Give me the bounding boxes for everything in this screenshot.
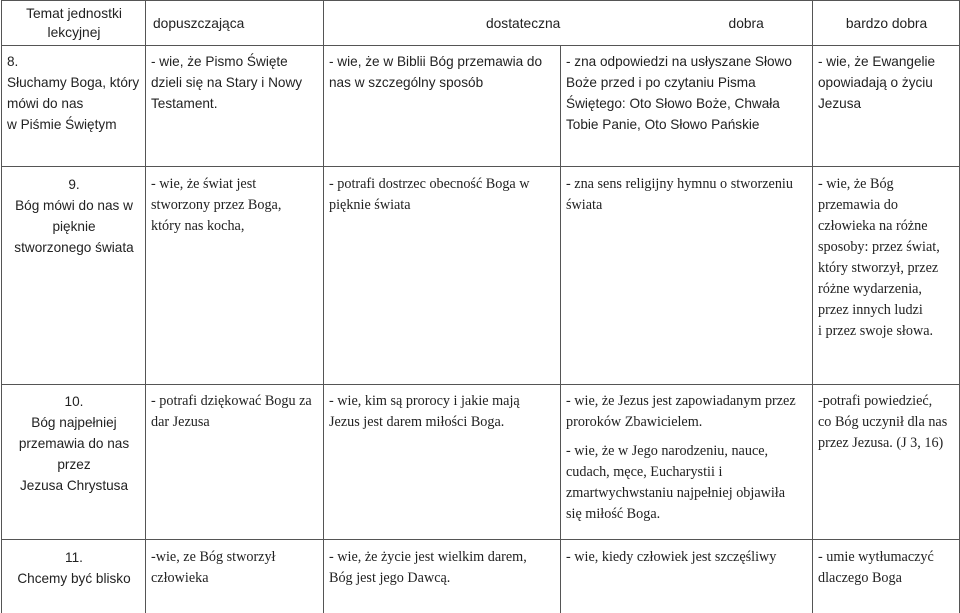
cell-dopuszczajaca bbox=[146, 540, 324, 613]
cell-line: - wie, kim są prorocy i jakie mają bbox=[329, 393, 520, 409]
topic-line: Bóg mówi do nas w bbox=[15, 198, 133, 213]
cell-line: - zna sens religijny hymnu o stworzeniu bbox=[566, 176, 793, 192]
cell-line: - wie, że życie jest wielkim darem, bbox=[329, 549, 527, 565]
cell-dobra bbox=[561, 167, 813, 385]
topic-line: 8. bbox=[7, 54, 19, 69]
cell-line: przez Jezusa. (J 3, 16) bbox=[818, 435, 944, 451]
cell-line: opowiadają o życiu bbox=[818, 75, 933, 90]
cell-line: się miłość Boga. bbox=[566, 506, 661, 522]
cell-line: przemawia do bbox=[818, 197, 898, 213]
cell-line: - wie, że Ewangelie bbox=[818, 54, 936, 69]
cell-line: - wie, że w Jego narodzeniu, nauce, bbox=[566, 443, 769, 459]
cell-line: - wie, że świat jest bbox=[151, 176, 257, 192]
header-level-dostateczna: dostateczna bbox=[485, 15, 561, 31]
cell-dostateczna bbox=[324, 540, 561, 613]
cell-line: -potrafi powiedzieć, bbox=[818, 393, 933, 409]
cell-dostateczna bbox=[324, 167, 561, 385]
header-level-dopuszczajaca: dopuszczająca bbox=[146, 1, 324, 46]
cell-line: sposoby: przez świat, bbox=[818, 239, 940, 255]
topic-line: Jezusa Chrystusa bbox=[19, 478, 129, 493]
topic-line: przez bbox=[57, 457, 91, 472]
topic-cell bbox=[2, 540, 146, 613]
topic-line: 9. bbox=[68, 177, 80, 192]
cell-line: stworzony przez Boga, bbox=[151, 197, 282, 213]
requirements-table bbox=[1, 0, 960, 613]
cell-line: człowieka na różne bbox=[818, 218, 928, 234]
cell-line: dlaczego Boga bbox=[818, 570, 902, 586]
header-topic-line: Temat jednostki bbox=[26, 6, 122, 21]
cell-dostateczna bbox=[324, 46, 561, 167]
cell-bardzo-dobra bbox=[813, 167, 960, 385]
cell-dopuszczajaca bbox=[146, 385, 324, 540]
cell-line: - wie, że w Biblii Bóg przemawia do bbox=[329, 54, 543, 69]
cell-line: i przez swoje słowa. bbox=[818, 323, 934, 339]
header-level-dobra: dobra bbox=[728, 15, 764, 31]
topic-line: przemawia do nas bbox=[18, 436, 130, 451]
cell-line: dar Jezusa bbox=[151, 414, 210, 430]
cell-line: - wie, że Jezus jest zapowiadanym przez bbox=[566, 393, 796, 409]
cell-dopuszczajaca bbox=[146, 167, 324, 385]
cell-line: dzieli się na Stary i Nowy bbox=[151, 75, 303, 90]
cell-line: - wie, kiedy człowiek jest szczęśliwy bbox=[566, 549, 777, 565]
cell-paragraph bbox=[566, 441, 808, 525]
header-levels-middle bbox=[324, 1, 813, 46]
cell-dobra bbox=[561, 385, 813, 540]
cell-bardzo-dobra bbox=[813, 540, 960, 613]
topic-line: w Piśmie Świętym bbox=[7, 117, 117, 132]
cell-bardzo-dobra bbox=[813, 46, 960, 167]
table-row bbox=[2, 540, 960, 613]
cell-line: - umie wytłumaczyć bbox=[818, 549, 934, 565]
cell-line: - zna odpowiedzi na usłyszane Słowo bbox=[566, 54, 792, 69]
cell-line: Jezus jest darem miłości Boga. bbox=[329, 414, 505, 430]
topic-line: Słuchamy Boga, który bbox=[7, 75, 140, 90]
cell-line: świata bbox=[566, 197, 603, 213]
cell-line: - potrafi dostrzec obecność Boga w bbox=[329, 176, 530, 192]
cell-line: Tobie Panie, Oto Słowo Pańskie bbox=[566, 117, 760, 132]
cell-line: Jezusa bbox=[818, 96, 862, 111]
topic-line: stworzonego świata bbox=[14, 240, 134, 255]
cell-line: Boże przed i po czytaniu Pisma bbox=[566, 75, 756, 90]
topic-cell bbox=[2, 385, 146, 540]
cell-line: Testament. bbox=[151, 96, 218, 111]
topic-line: Chcemy być blisko bbox=[17, 571, 131, 586]
cell-bardzo-dobra bbox=[813, 385, 960, 540]
cell-line: który nas kocha, bbox=[151, 218, 245, 234]
cell-paragraph bbox=[566, 391, 808, 433]
cell-line: proroków Zbawicielem. bbox=[566, 414, 703, 430]
table-row bbox=[2, 46, 960, 167]
topic-cell bbox=[2, 167, 146, 385]
cell-dobra bbox=[561, 540, 813, 613]
cell-line: - wie, że Bóg bbox=[818, 176, 894, 192]
cell-line: Świętego: Oto Słowo Boże, Chwała bbox=[566, 96, 780, 111]
cell-dobra bbox=[561, 46, 813, 167]
cell-dostateczna bbox=[324, 385, 561, 540]
cell-line: pięknie świata bbox=[329, 197, 411, 213]
cell-line: różne wydarzenia, bbox=[818, 281, 922, 297]
topic-line: mówi do nas bbox=[7, 96, 84, 111]
header-level-bardzo-dobra: bardzo dobra bbox=[813, 1, 960, 46]
table-row bbox=[2, 167, 960, 385]
cell-line: - wie, że Pismo Święte bbox=[151, 54, 288, 69]
table-row bbox=[2, 385, 960, 540]
cell-line: przez innych ludzi bbox=[818, 302, 923, 318]
cell-line: człowieka bbox=[151, 570, 209, 586]
cell-line: zmartwychwstaniu najpełniej objawiła bbox=[566, 485, 786, 501]
cell-line: -wie, ze Bóg stworzył bbox=[151, 549, 276, 565]
cell-line: cudach, męce, Eucharystii i bbox=[566, 464, 723, 480]
cell-line: który stworzył, przez bbox=[818, 260, 939, 276]
cell-line: Bóg jest jego Dawcą. bbox=[329, 570, 451, 586]
topic-line: pięknie bbox=[52, 219, 96, 234]
header-topic bbox=[2, 1, 146, 46]
cell-line: nas w szczególny sposób bbox=[329, 75, 484, 90]
topic-cell bbox=[2, 46, 146, 167]
topic-line: Bóg najpełniej bbox=[31, 415, 117, 430]
cell-dopuszczajaca bbox=[146, 46, 324, 167]
header-topic-line: lekcyjnej bbox=[47, 25, 101, 40]
cell-line: - potrafi dziękować Bogu za bbox=[151, 393, 312, 409]
topic-line: 11. bbox=[65, 550, 83, 565]
header-row bbox=[2, 1, 960, 46]
cell-line: co Bóg uczynił dla nas bbox=[818, 414, 948, 430]
topic-line: 10. bbox=[64, 394, 84, 409]
